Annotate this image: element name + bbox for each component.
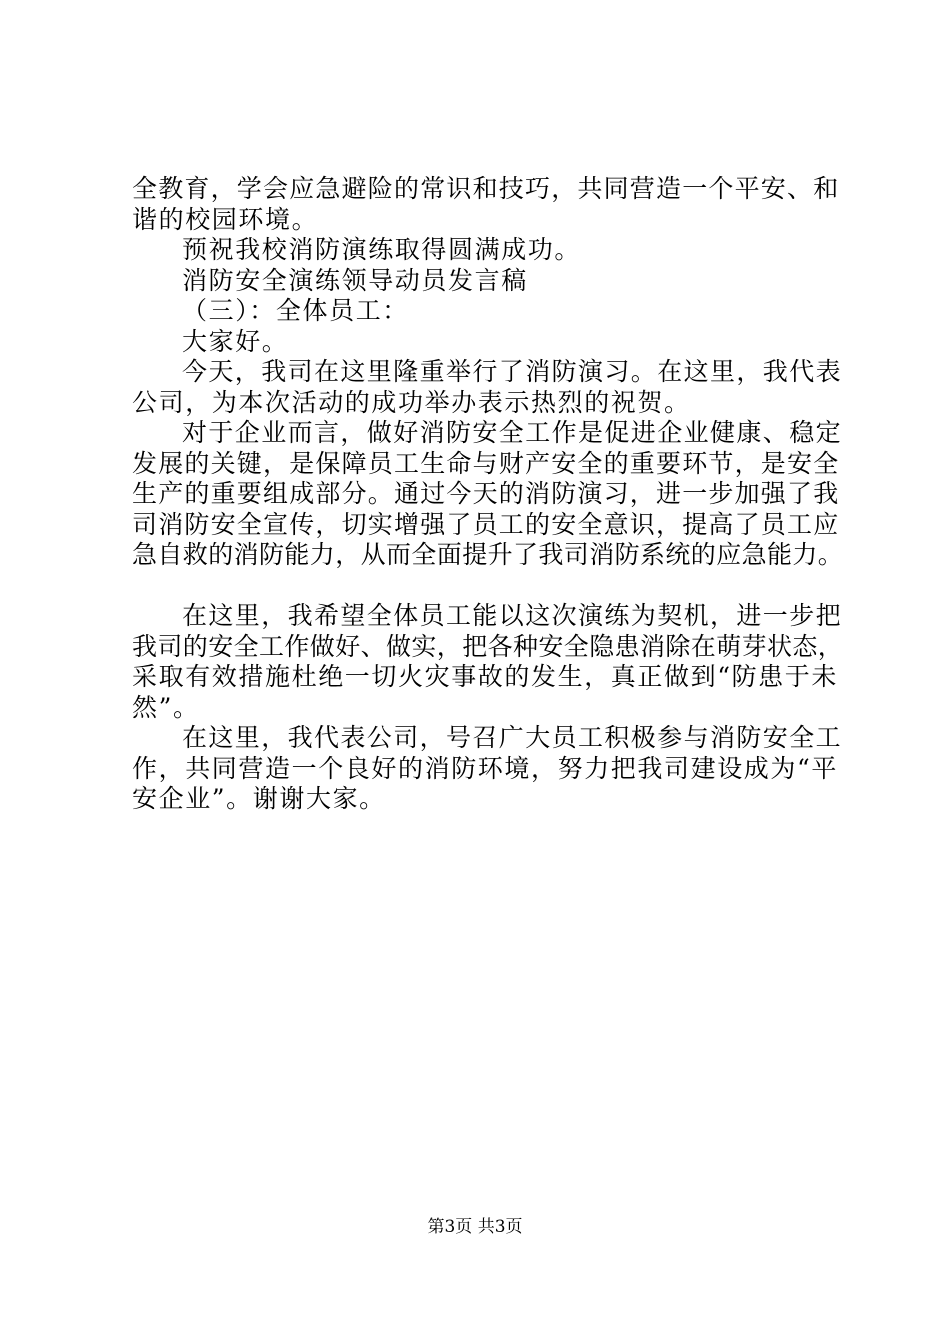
- page-number: 第3页 共3页: [427, 1217, 523, 1237]
- text-line: 预祝我校消防演练取得圆满成功。: [182, 235, 582, 264]
- text-line: 生产的重要组成部分。通过今天的消防演习，进一步加强了我: [132, 479, 840, 508]
- text-line: 我司的安全工作做好、做实，把各种安全隐患消除在萌芽状态，: [132, 631, 844, 661]
- document-title: 消防安全演练领导动员发言稿: [182, 265, 528, 295]
- text-line: 作，共同营造一个良好的消防环境，努力把我司建设成为“平: [132, 753, 838, 783]
- text-line: 谐的校园环境。: [132, 204, 319, 234]
- text-line: 对于企业而言，做好消防安全工作是促进企业健康、稳定: [182, 418, 843, 447]
- text-line: 发展的关键，是保障员工生命与财产安全的重要环节，是安全: [132, 448, 840, 478]
- text-line: 然”。: [132, 692, 200, 722]
- salutation-line: （三）：全体员工：: [182, 296, 409, 325]
- text-line: 在这里，我代表公司，号召广大员工积极参与消防安全工: [182, 723, 843, 752]
- page-footer: [0, 1216, 950, 1238]
- text-line: 今天，我司在这里隆重举行了消防演习。在这里，我代表: [182, 357, 843, 386]
- text-line: 司消防安全宣传，切实增强了员工的安全意识，提高了员工应: [132, 509, 840, 539]
- text-line: 公司，为本次活动的成功举办表示热烈的祝贺。: [132, 387, 691, 417]
- blank-line: [132, 571, 844, 602]
- greeting-line: 大家好。: [182, 326, 289, 356]
- text-line: 采取有效措施杜绝一切火灾事故的发生，真正做到“防患于未: [132, 662, 838, 691]
- text-line: 安企业”。谢谢大家。: [132, 784, 386, 813]
- document-body: [132, 174, 844, 815]
- text-line: 全教育，学会应急避险的常识和技巧，共同营造一个平安、和: [132, 174, 840, 203]
- text-line: 急自救的消防能力，从而全面提升了我司消防系统的应急能力。: [132, 540, 844, 569]
- text-line: 在这里，我希望全体员工能以这次演练为契机，进一步把: [182, 601, 843, 630]
